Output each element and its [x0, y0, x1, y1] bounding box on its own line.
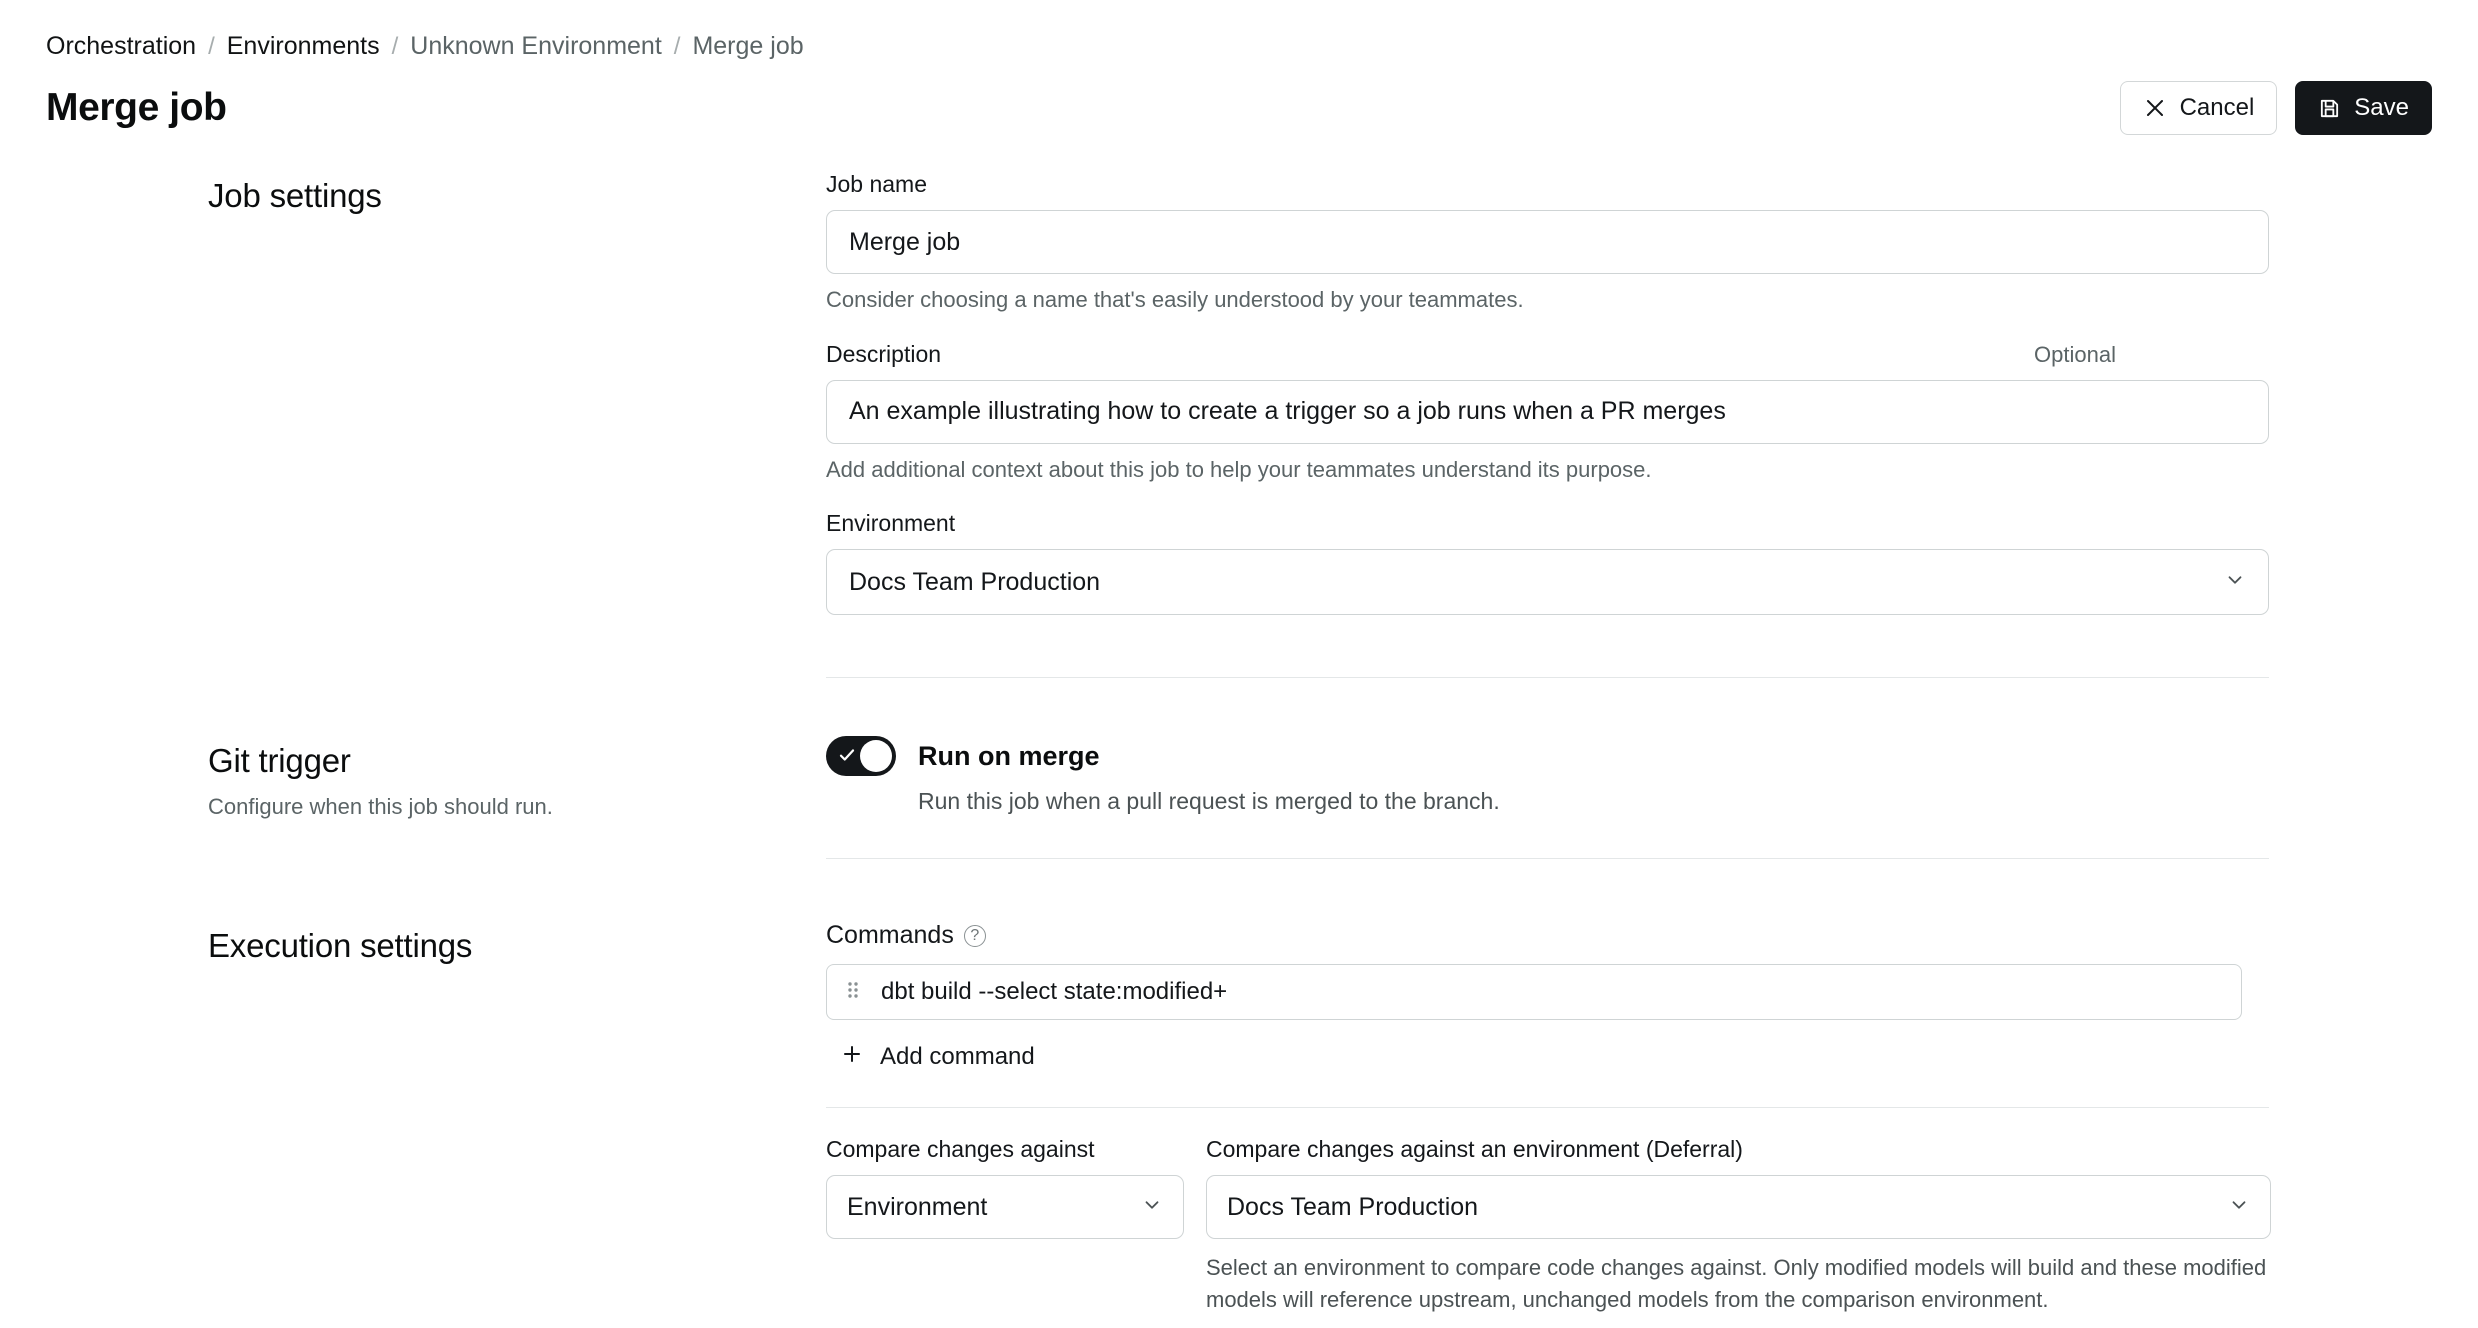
save-disk-icon [2318, 97, 2341, 120]
git-trigger-title: Git trigger [208, 742, 351, 780]
breadcrumb-item-orchestration[interactable]: Orchestration [46, 32, 197, 60]
compare-environment-help: Select an environment to compare code changes against. Only modified models will build and these modified models will reference upstream, unchanged models from the comparison environment. [1206, 1255, 2267, 1312]
environment-label-row [826, 510, 2116, 537]
git-trigger-label [208, 736, 826, 822]
run-on-merge-toggle[interactable] [826, 736, 896, 776]
run-on-merge-help: Run this job when a pull request is merged to the branch. [918, 788, 1500, 815]
environment-select-value: Docs Team Production [849, 567, 1101, 596]
cancel-button[interactable] [2120, 81, 2278, 135]
page-content [0, 171, 2478, 1316]
compare-environment-label-row [1206, 1136, 2271, 1163]
compare-environment-label: Compare changes against an environment (Deferral) [1206, 1136, 1743, 1163]
chevron-down-icon [2224, 569, 2246, 595]
environment-field [826, 510, 2116, 615]
toggle-knob [860, 740, 892, 772]
command-input[interactable]: dbt build --select state:modified+ [881, 978, 1228, 1006]
section-job-settings [0, 171, 2478, 641]
git-trigger-subtitle: Configure when this job should run. [208, 794, 553, 820]
save-button-label: Save [2354, 94, 2409, 121]
close-icon [2143, 96, 2167, 120]
environment-label: Environment [826, 510, 956, 537]
check-icon [838, 746, 856, 767]
git-trigger-fields [826, 736, 2276, 815]
page-header [0, 59, 2478, 135]
breadcrumb-separator: / [391, 32, 399, 60]
breadcrumb-separator: / [673, 32, 681, 60]
chevron-down-icon [2228, 1194, 2250, 1220]
save-button[interactable] [2295, 81, 2432, 135]
divider-commands-compare [826, 1107, 2269, 1108]
breadcrumb-item-unknown-environment[interactable]: Unknown Environment [410, 32, 662, 60]
compare-changes-row [826, 1136, 2267, 1316]
header-actions [2120, 81, 2432, 135]
help-circle-icon[interactable]: ? [964, 925, 986, 947]
compare-against-label: Compare changes against [826, 1136, 1095, 1163]
chevron-down-icon [1141, 1194, 1163, 1220]
description-field [826, 341, 2116, 485]
compare-environment-value: Docs Team Production [1227, 1192, 1479, 1221]
description-input[interactable]: An example illustrating how to create a trigger so a job runs when a PR merges [826, 380, 2269, 444]
compare-against-select[interactable] [826, 1175, 1184, 1239]
divider-git-exec [826, 858, 2269, 859]
compare-against-field [826, 1136, 1184, 1239]
job-settings-label [208, 171, 826, 215]
compare-environment-select[interactable] [1206, 1175, 2271, 1239]
commands-label: Commands [826, 921, 954, 950]
environment-select[interactable] [826, 549, 2269, 615]
job-name-field [826, 171, 2116, 315]
job-settings-fields [826, 171, 2276, 641]
job-name-input[interactable]: Merge job [826, 210, 2269, 274]
section-git-trigger [0, 736, 2478, 822]
cancel-button-label: Cancel [2179, 94, 2255, 121]
execution-settings-label [208, 921, 826, 965]
section-execution-settings [0, 921, 2478, 1316]
compare-against-label-row [826, 1136, 1184, 1163]
description-label: Description [826, 340, 942, 367]
breadcrumb-separator: / [208, 32, 215, 60]
breadcrumb [0, 0, 2478, 59]
description-label-row [826, 341, 2116, 368]
job-name-label-row [826, 171, 2116, 198]
plus-icon [840, 1042, 864, 1071]
divider-job-git [826, 677, 2269, 678]
execution-settings-title: Execution settings [208, 927, 473, 965]
run-on-merge-row [826, 736, 2116, 776]
compare-environment-field [1206, 1136, 2271, 1316]
commands-label-row [826, 921, 2116, 950]
execution-settings-fields [826, 921, 2276, 1316]
job-name-help: Consider choosing a name that's easily understood by your teammates. [826, 287, 1524, 312]
run-on-merge-label: Run on merge [918, 740, 1100, 771]
breadcrumb-item-environments[interactable]: Environments [226, 32, 380, 60]
job-settings-title: Job settings [208, 177, 382, 214]
add-command-button[interactable] [840, 1042, 1035, 1071]
description-optional-tag: Optional [2034, 341, 2116, 367]
page-title: Merge job [46, 86, 227, 129]
add-command-label: Add command [880, 1042, 1035, 1070]
compare-against-value: Environment [847, 1192, 988, 1221]
drag-handle-icon[interactable] [845, 979, 861, 1005]
command-row[interactable] [826, 964, 2242, 1020]
description-help: Add additional context about this job to help your teammates understand its purpose. [826, 456, 1652, 482]
breadcrumb-item-merge-job[interactable]: Merge job [692, 32, 804, 60]
job-name-label: Job name [826, 171, 928, 197]
